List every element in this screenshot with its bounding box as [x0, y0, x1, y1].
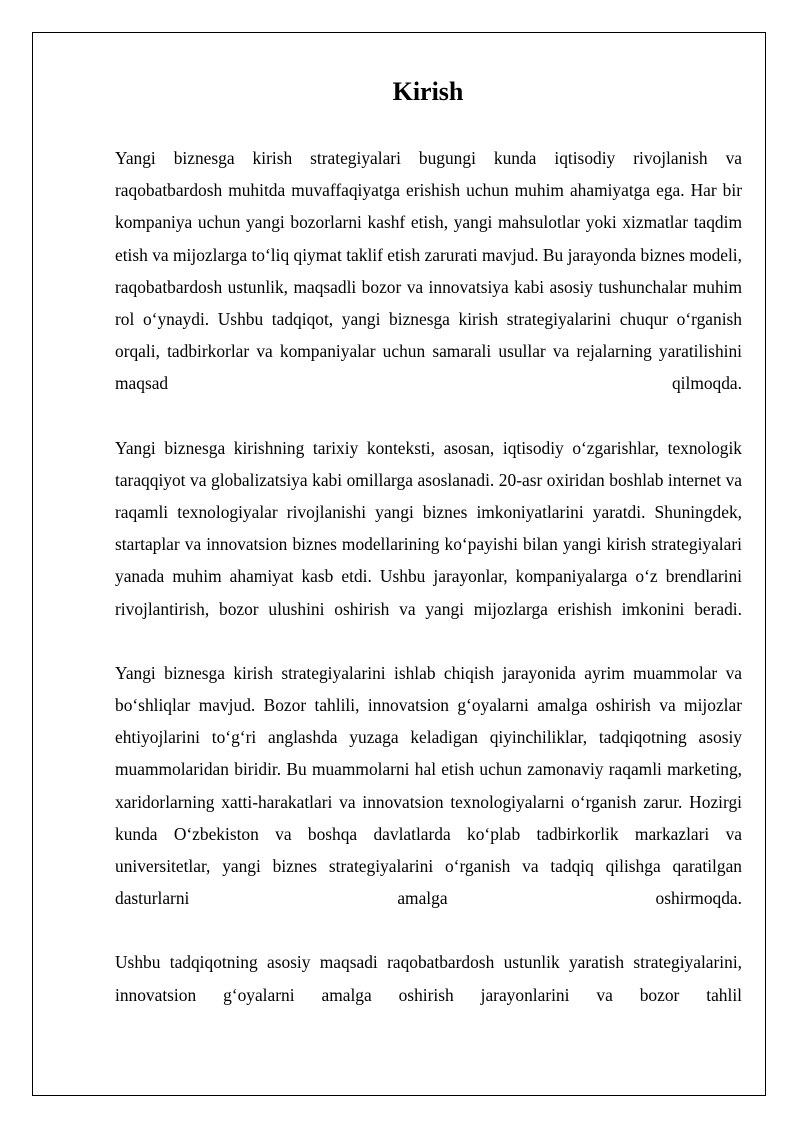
- paragraph-4: Ushbu tadqiqotning asosiy maqsadi raqobatbardosh ustunlik yaratish strategiyalarini, innovatsion g‘oyalarni amalga oshirish jarayonlarini va bozor tahlil: [115, 952, 742, 1005]
- paragraph-1: Yangi biznesga kirish strategiyalari bugungi kunda iqtisodiy rivojlanish va raqobatbardosh muhitda muvaffaqiyatga erishish uchun muhim ahamiyatga ega. Har bir kompaniya uchun yangi bozorlarni kashf etish, yangi mahsulotlar yoki xizmatlar taqdim etish va mijozlarga to‘liq qiymat taklif etish zarurati mavjud. Bu jarayonda biznes modeli, raqobatbardosh ustunlik, maqsadli bozor va innovatsiya kabi asosiy tushunchalar muhim rol o‘ynaydi. Ushbu tadqiqot, yangi biznesga kirish strategiyalarini chuqur o‘rganish orqali, tadbirkorlar va kompaniyalar uchun samarali usullar va rejalarning yaratilishini maqsad qilmoqda.: [115, 148, 742, 394]
- page-title: Kirish: [392, 77, 464, 106]
- paragraph-3: Yangi biznesga kirish strategiyalarini ishlab chiqish jarayonida ayrim muammolar va bo‘shliqlar mavjud. Bozor tahlili, innovatsion g‘oyalarni amalga oshirish va mijozlar ehtiyojlarini to‘g‘ri anglashda yuzaga keladigan qiyinchiliklar, tadqiqotning asosiy muammolaridan biridir. Bu muammolarni hal etish uchun zamonaviy raqamli marketing, xaridorlarning xatti-harakatlari va innovatsion texnologiyalarni o‘rganish zarur. Hozirgi kunda O‘zbekiston va boshqa davlatlarda ko‘plab tadbirkorlik markazlari va universitetlar, yangi biznes strategiyalarini o‘rganish va tadqiq qilishga qaratilgan dasturlarni amalga oshirmoqda.: [115, 662, 742, 909]
- document-body: [115, 142, 742, 1011]
- paragraph-2: Yangi biznesga kirishning tarixiy konteksti, asosan, iqtisodiy o‘zgarishlar, texnologik taraqqiyot va globalizatsiya kabi omillarga asoslanadi. 20-asr oxiridan boshlab internet va raqamli texnologiyalar rivojlanishi yangi biznes imkoniyatlarini yaratdi. Shuningdek, startaplar va innovatsion biznes modellarining ko‘payishi bilan yangi kirish strategiyalari yanada muhim ahamiyat kasb etdi. Ushbu jarayonlar, kompaniyalarga o‘z brendlarini rivojlantirish, bozor ulushini oshirish va yangi mijozlarga erishish imkonini beradi.: [115, 437, 742, 619]
